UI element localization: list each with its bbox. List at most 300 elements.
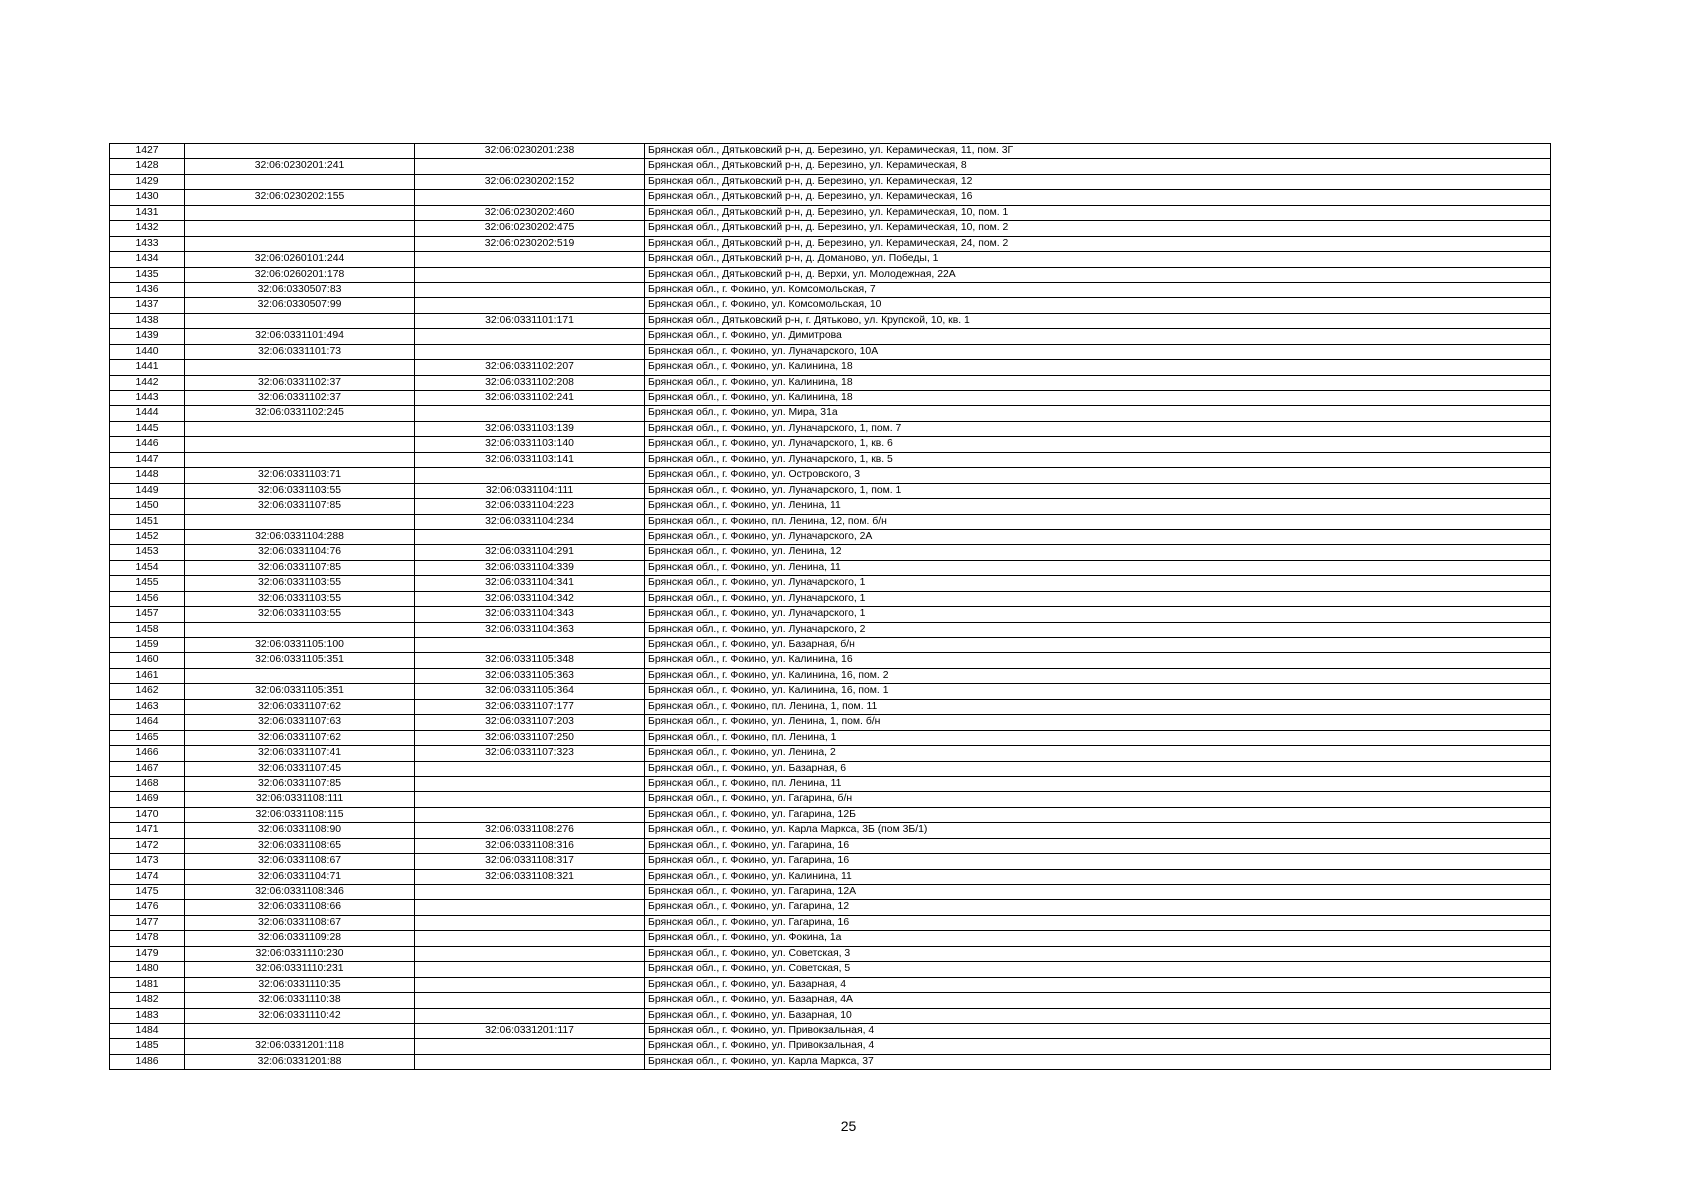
table-row xyxy=(110,282,1551,297)
building-cadastral-number-cell: 32:06:0331108:317 xyxy=(415,854,645,869)
address-cell: Брянская обл., г. Фокино, ул. Базарная, 4А xyxy=(645,993,1551,1008)
row-number-cell: 1486 xyxy=(110,1054,185,1069)
land-cadastral-number-cell: 32:06:0331104:76 xyxy=(185,545,415,560)
table-row xyxy=(110,900,1551,915)
address-cell: Брянская обл., г. Фокино, ул. Калинина, 16, пом. 1 xyxy=(645,684,1551,699)
table-row xyxy=(110,560,1551,575)
table-row xyxy=(110,1008,1551,1023)
address-cell: Брянская обл., г. Фокино, пл. Ленина, 11 xyxy=(645,776,1551,791)
address-cell: Брянская обл., г. Фокино, ул. Ленина, 11 xyxy=(645,560,1551,575)
property-registry-table xyxy=(109,143,1551,1070)
building-cadastral-number-cell: 32:06:0331105:363 xyxy=(415,668,645,683)
building-cadastral-number-cell: 32:06:0331107:177 xyxy=(415,699,645,714)
address-cell: Брянская обл., Дятьковский р-н, г. Дятьково, ул. Крупской, 10, кв. 1 xyxy=(645,313,1551,328)
table-row xyxy=(110,622,1551,637)
row-number-cell: 1471 xyxy=(110,823,185,838)
address-cell: Брянская обл., Дятьковский р-н, д. Березино, ул. Керамическая, 10, пом. 2 xyxy=(645,221,1551,236)
address-cell: Брянская обл., г. Фокино, ул. Луначарского, 2А xyxy=(645,529,1551,544)
table-row xyxy=(110,159,1551,174)
row-number-cell: 1429 xyxy=(110,174,185,189)
address-cell: Брянская обл., Дятьковский р-н, д. Верхи, ул. Молодежная, 22А xyxy=(645,267,1551,282)
address-cell: Брянская обл., г. Фокино, пл. Ленина, 12, пом. б/н xyxy=(645,514,1551,529)
building-cadastral-number-cell: 32:06:0331107:203 xyxy=(415,715,645,730)
land-cadastral-number-cell: 32:06:0331103:55 xyxy=(185,591,415,606)
land-cadastral-number-cell: 32:06:0331108:67 xyxy=(185,854,415,869)
address-cell: Брянская обл., г. Фокино, ул. Луначарского, 1, кв. 6 xyxy=(645,437,1551,452)
land-cadastral-number-cell: 32:06:0331108:115 xyxy=(185,807,415,822)
table-row xyxy=(110,730,1551,745)
building-cadastral-number-cell xyxy=(415,267,645,282)
row-number-cell: 1443 xyxy=(110,391,185,406)
row-number-cell: 1475 xyxy=(110,885,185,900)
land-cadastral-number-cell: 32:06:0331108:66 xyxy=(185,900,415,915)
table-row xyxy=(110,699,1551,714)
building-cadastral-number-cell xyxy=(415,931,645,946)
address-cell: Брянская обл., г. Фокино, ул. Ленина, 12 xyxy=(645,545,1551,560)
building-cadastral-number-cell: 32:06:0331104:291 xyxy=(415,545,645,560)
building-cadastral-number-cell xyxy=(415,329,645,344)
table-row xyxy=(110,499,1551,514)
building-cadastral-number-cell xyxy=(415,298,645,313)
table-row xyxy=(110,977,1551,992)
row-number-cell: 1469 xyxy=(110,792,185,807)
building-cadastral-number-cell: 32:06:0331104:339 xyxy=(415,560,645,575)
table-row xyxy=(110,298,1551,313)
building-cadastral-number-cell xyxy=(415,885,645,900)
address-cell: Брянская обл., г. Фокино, ул. Островского, 3 xyxy=(645,468,1551,483)
address-cell: Брянская обл., г. Фокино, ул. Луначарского, 1 xyxy=(645,607,1551,622)
address-cell: Брянская обл., г. Фокино, ул. Гагарина, 12А xyxy=(645,885,1551,900)
table-row xyxy=(110,653,1551,668)
row-number-cell: 1439 xyxy=(110,329,185,344)
building-cadastral-number-cell: 32:06:0331105:364 xyxy=(415,684,645,699)
table-row xyxy=(110,483,1551,498)
row-number-cell: 1479 xyxy=(110,946,185,961)
table-row xyxy=(110,391,1551,406)
address-cell: Брянская обл., Дятьковский р-н, д. Березино, ул. Керамическая, 8 xyxy=(645,159,1551,174)
building-cadastral-number-cell: 32:06:0331102:241 xyxy=(415,391,645,406)
table-row xyxy=(110,885,1551,900)
building-cadastral-number-cell xyxy=(415,962,645,977)
table-row xyxy=(110,638,1551,653)
table-row xyxy=(110,854,1551,869)
land-cadastral-number-cell: 32:06:0331102:37 xyxy=(185,391,415,406)
address-cell: Брянская обл., г. Фокино, ул. Луначарского, 1, кв. 5 xyxy=(645,452,1551,467)
building-cadastral-number-cell: 32:06:0331107:250 xyxy=(415,730,645,745)
table-row xyxy=(110,375,1551,390)
land-cadastral-number-cell: 32:06:0331104:71 xyxy=(185,869,415,884)
building-cadastral-number-cell: 32:06:0331103:139 xyxy=(415,421,645,436)
land-cadastral-number-cell: 32:06:0331107:85 xyxy=(185,499,415,514)
address-cell: Брянская обл., г. Фокино, ул. Гагарина, б/н xyxy=(645,792,1551,807)
row-number-cell: 1456 xyxy=(110,591,185,606)
land-cadastral-number-cell: 32:06:0331102:245 xyxy=(185,406,415,421)
table-row xyxy=(110,144,1551,159)
row-number-cell: 1432 xyxy=(110,221,185,236)
table-row xyxy=(110,468,1551,483)
table-row xyxy=(110,1023,1551,1038)
row-number-cell: 1452 xyxy=(110,529,185,544)
building-cadastral-number-cell: 32:06:0331102:207 xyxy=(415,360,645,375)
table-row xyxy=(110,792,1551,807)
row-number-cell: 1445 xyxy=(110,421,185,436)
land-cadastral-number-cell xyxy=(185,236,415,251)
building-cadastral-number-cell xyxy=(415,993,645,1008)
row-number-cell: 1455 xyxy=(110,576,185,591)
land-cadastral-number-cell xyxy=(185,174,415,189)
address-cell: Брянская обл., г. Фокино, ул. Гагарина, 12Б xyxy=(645,807,1551,822)
address-cell: Брянская обл., г. Фокино, ул. Гагарина, 16 xyxy=(645,838,1551,853)
land-cadastral-number-cell: 32:06:0331103:55 xyxy=(185,576,415,591)
row-number-cell: 1485 xyxy=(110,1039,185,1054)
land-cadastral-number-cell: 32:06:0331107:45 xyxy=(185,761,415,776)
building-cadastral-number-cell: 32:06:0331104:234 xyxy=(415,514,645,529)
table-row xyxy=(110,823,1551,838)
building-cadastral-number-cell xyxy=(415,900,645,915)
building-cadastral-number-cell xyxy=(415,1054,645,1069)
land-cadastral-number-cell: 32:06:0260201:178 xyxy=(185,267,415,282)
building-cadastral-number-cell xyxy=(415,638,645,653)
address-cell: Брянская обл., г. Фокино, ул. Калинина, 16 xyxy=(645,653,1551,668)
land-cadastral-number-cell: 32:06:0331107:41 xyxy=(185,746,415,761)
land-cadastral-number-cell xyxy=(185,221,415,236)
address-cell: Брянская обл., г. Фокино, пл. Ленина, 1, пом. 11 xyxy=(645,699,1551,714)
building-cadastral-number-cell: 32:06:0331103:140 xyxy=(415,437,645,452)
land-cadastral-number-cell: 32:06:0331101:494 xyxy=(185,329,415,344)
address-cell: Брянская обл., г. Фокино, ул. Ленина, 1, пом. б/н xyxy=(645,715,1551,730)
land-cadastral-number-cell: 32:06:0331108:111 xyxy=(185,792,415,807)
building-cadastral-number-cell: 32:06:0230202:519 xyxy=(415,236,645,251)
building-cadastral-number-cell xyxy=(415,807,645,822)
land-cadastral-number-cell: 32:06:0331107:85 xyxy=(185,776,415,791)
address-cell: Брянская обл., г. Фокино, ул. Фокина, 1а xyxy=(645,931,1551,946)
land-cadastral-number-cell: 32:06:0230202:155 xyxy=(185,190,415,205)
row-number-cell: 1433 xyxy=(110,236,185,251)
address-cell: Брянская обл., г. Фокино, ул. Базарная, 4 xyxy=(645,977,1551,992)
table-row xyxy=(110,962,1551,977)
address-cell: Брянская обл., г. Фокино, ул. Карла Маркса, 37 xyxy=(645,1054,1551,1069)
row-number-cell: 1480 xyxy=(110,962,185,977)
building-cadastral-number-cell xyxy=(415,1008,645,1023)
building-cadastral-number-cell: 32:06:0230202:460 xyxy=(415,205,645,220)
table-row xyxy=(110,452,1551,467)
row-number-cell: 1449 xyxy=(110,483,185,498)
land-cadastral-number-cell xyxy=(185,622,415,637)
land-cadastral-number-cell: 32:06:0331105:351 xyxy=(185,684,415,699)
row-number-cell: 1477 xyxy=(110,915,185,930)
building-cadastral-number-cell: 32:06:0331104:363 xyxy=(415,622,645,637)
table-row xyxy=(110,776,1551,791)
table-row xyxy=(110,931,1551,946)
row-number-cell: 1454 xyxy=(110,560,185,575)
row-number-cell: 1441 xyxy=(110,360,185,375)
land-cadastral-number-cell: 32:06:0331107:62 xyxy=(185,730,415,745)
land-cadastral-number-cell: 32:06:0331108:67 xyxy=(185,915,415,930)
land-cadastral-number-cell: 32:06:0331101:73 xyxy=(185,344,415,359)
row-number-cell: 1482 xyxy=(110,993,185,1008)
address-cell: Брянская обл., г. Фокино, ул. Гагарина, 16 xyxy=(645,915,1551,930)
table-row xyxy=(110,190,1551,205)
row-number-cell: 1484 xyxy=(110,1023,185,1038)
address-cell: Брянская обл., г. Фокино, ул. Калинина, 18 xyxy=(645,375,1551,390)
land-cadastral-number-cell: 32:06:0331201:88 xyxy=(185,1054,415,1069)
table-row xyxy=(110,684,1551,699)
address-cell: Брянская обл., г. Фокино, ул. Гагарина, 16 xyxy=(645,854,1551,869)
row-number-cell: 1431 xyxy=(110,205,185,220)
table-row xyxy=(110,807,1551,822)
building-cadastral-number-cell xyxy=(415,977,645,992)
address-cell: Брянская обл., г. Фокино, ул. Луначарского, 1 xyxy=(645,591,1551,606)
address-cell: Брянская обл., г. Фокино, ул. Советская, 5 xyxy=(645,962,1551,977)
table-row xyxy=(110,761,1551,776)
row-number-cell: 1453 xyxy=(110,545,185,560)
table-row xyxy=(110,1054,1551,1069)
row-number-cell: 1463 xyxy=(110,699,185,714)
address-cell: Брянская обл., г. Фокино, ул. Калинина, 18 xyxy=(645,391,1551,406)
row-number-cell: 1427 xyxy=(110,144,185,159)
table-row xyxy=(110,252,1551,267)
address-cell: Брянская обл., г. Фокино, ул. Калинина, 11 xyxy=(645,869,1551,884)
building-cadastral-number-cell xyxy=(415,776,645,791)
land-cadastral-number-cell xyxy=(185,1023,415,1038)
row-number-cell: 1447 xyxy=(110,452,185,467)
land-cadastral-number-cell xyxy=(185,205,415,220)
address-cell: Брянская обл., г. Фокино, ул. Комсомольская, 10 xyxy=(645,298,1551,313)
table-row xyxy=(110,174,1551,189)
row-number-cell: 1448 xyxy=(110,468,185,483)
table-row xyxy=(110,529,1551,544)
address-cell: Брянская обл., г. Фокино, ул. Базарная, 10 xyxy=(645,1008,1551,1023)
land-cadastral-number-cell xyxy=(185,144,415,159)
land-cadastral-number-cell: 32:06:0331107:62 xyxy=(185,699,415,714)
land-cadastral-number-cell: 32:06:0330507:99 xyxy=(185,298,415,313)
land-cadastral-number-cell: 32:06:0331107:63 xyxy=(185,715,415,730)
table-row xyxy=(110,236,1551,251)
land-cadastral-number-cell: 32:06:0331108:65 xyxy=(185,838,415,853)
land-cadastral-number-cell xyxy=(185,514,415,529)
land-cadastral-number-cell: 32:06:0331104:288 xyxy=(185,529,415,544)
address-cell: Брянская обл., г. Фокино, ул. Карла Маркса, 3Б (пом 3Б/1) xyxy=(645,823,1551,838)
address-cell: Брянская обл., г. Фокино, ул. Ленина, 11 xyxy=(645,499,1551,514)
table-row xyxy=(110,437,1551,452)
row-number-cell: 1446 xyxy=(110,437,185,452)
land-cadastral-number-cell: 32:06:0230201:241 xyxy=(185,159,415,174)
building-cadastral-number-cell xyxy=(415,529,645,544)
address-cell: Брянская обл., г. Фокино, ул. Гагарина, 12 xyxy=(645,900,1551,915)
building-cadastral-number-cell: 32:06:0230201:238 xyxy=(415,144,645,159)
row-number-cell: 1451 xyxy=(110,514,185,529)
table-row xyxy=(110,668,1551,683)
row-number-cell: 1472 xyxy=(110,838,185,853)
table-row xyxy=(110,329,1551,344)
row-number-cell: 1462 xyxy=(110,684,185,699)
row-number-cell: 1440 xyxy=(110,344,185,359)
building-cadastral-number-cell: 32:06:0331102:208 xyxy=(415,375,645,390)
row-number-cell: 1450 xyxy=(110,499,185,514)
building-cadastral-number-cell: 32:06:0331104:343 xyxy=(415,607,645,622)
address-cell: Брянская обл., г. Фокино, ул. Базарная, б/н xyxy=(645,638,1551,653)
table-row xyxy=(110,746,1551,761)
land-cadastral-number-cell xyxy=(185,313,415,328)
row-number-cell: 1458 xyxy=(110,622,185,637)
building-cadastral-number-cell: 32:06:0331108:316 xyxy=(415,838,645,853)
address-cell: Брянская обл., г. Фокино, ул. Луначарского, 2 xyxy=(645,622,1551,637)
building-cadastral-number-cell: 32:06:0230202:475 xyxy=(415,221,645,236)
table-row xyxy=(110,576,1551,591)
building-cadastral-number-cell: 32:06:0331107:323 xyxy=(415,746,645,761)
building-cadastral-number-cell xyxy=(415,468,645,483)
table-row xyxy=(110,607,1551,622)
building-cadastral-number-cell: 32:06:0331104:342 xyxy=(415,591,645,606)
table-row xyxy=(110,313,1551,328)
land-cadastral-number-cell: 32:06:0331103:55 xyxy=(185,483,415,498)
building-cadastral-number-cell xyxy=(415,282,645,297)
building-cadastral-number-cell: 32:06:0331104:223 xyxy=(415,499,645,514)
land-cadastral-number-cell: 32:06:0331103:55 xyxy=(185,607,415,622)
table-row xyxy=(110,993,1551,1008)
address-cell: Брянская обл., г. Фокино, ул. Луначарского, 1, пом. 7 xyxy=(645,421,1551,436)
address-cell: Брянская обл., г. Фокино, ул. Мира, 31а xyxy=(645,406,1551,421)
row-number-cell: 1460 xyxy=(110,653,185,668)
building-cadastral-number-cell xyxy=(415,761,645,776)
row-number-cell: 1461 xyxy=(110,668,185,683)
table-row xyxy=(110,360,1551,375)
table-row xyxy=(110,514,1551,529)
address-cell: Брянская обл., г. Фокино, ул. Комсомольская, 7 xyxy=(645,282,1551,297)
address-cell: Брянская обл., г. Фокино, ул. Базарная, 6 xyxy=(645,761,1551,776)
address-cell: Брянская обл., г. Фокино, пл. Ленина, 1 xyxy=(645,730,1551,745)
row-number-cell: 1444 xyxy=(110,406,185,421)
table-row xyxy=(110,591,1551,606)
building-cadastral-number-cell: 32:06:0331101:171 xyxy=(415,313,645,328)
row-number-cell: 1457 xyxy=(110,607,185,622)
row-number-cell: 1428 xyxy=(110,159,185,174)
row-number-cell: 1478 xyxy=(110,931,185,946)
address-cell: Брянская обл., Дятьковский р-н, д. Березино, ул. Керамическая, 16 xyxy=(645,190,1551,205)
address-cell: Брянская обл., г. Фокино, ул. Советская, 3 xyxy=(645,946,1551,961)
table-row xyxy=(110,715,1551,730)
land-cadastral-number-cell: 32:06:0331110:42 xyxy=(185,1008,415,1023)
land-cadastral-number-cell: 32:06:0331108:90 xyxy=(185,823,415,838)
table-row xyxy=(110,421,1551,436)
table-row xyxy=(110,267,1551,282)
building-cadastral-number-cell xyxy=(415,915,645,930)
land-cadastral-number-cell xyxy=(185,437,415,452)
row-number-cell: 1459 xyxy=(110,638,185,653)
table-row xyxy=(110,946,1551,961)
page-number: 25 xyxy=(840,1118,857,1134)
address-cell: Брянская обл., г. Фокино, ул. Калинина, 18 xyxy=(645,360,1551,375)
building-cadastral-number-cell: 32:06:0331105:348 xyxy=(415,653,645,668)
land-cadastral-number-cell: 32:06:0330507:83 xyxy=(185,282,415,297)
building-cadastral-number-cell xyxy=(415,252,645,267)
address-cell: Брянская обл., г. Фокино, ул. Луначарского, 1 xyxy=(645,576,1551,591)
land-cadastral-number-cell: 32:06:0331110:38 xyxy=(185,993,415,1008)
land-cadastral-number-cell: 32:06:0331108:346 xyxy=(185,885,415,900)
address-cell: Брянская обл., Дятьковский р-н, д. Березино, ул. Керамическая, 10, пом. 1 xyxy=(645,205,1551,220)
land-cadastral-number-cell xyxy=(185,452,415,467)
row-number-cell: 1466 xyxy=(110,746,185,761)
address-cell: Брянская обл., Дятьковский р-н, д. Доманово, ул. Победы, 1 xyxy=(645,252,1551,267)
row-number-cell: 1483 xyxy=(110,1008,185,1023)
row-number-cell: 1481 xyxy=(110,977,185,992)
land-cadastral-number-cell xyxy=(185,668,415,683)
table-row xyxy=(110,344,1551,359)
land-cadastral-number-cell: 32:06:0331110:35 xyxy=(185,977,415,992)
row-number-cell: 1434 xyxy=(110,252,185,267)
building-cadastral-number-cell xyxy=(415,792,645,807)
address-cell: Брянская обл., г. Фокино, ул. Луначарского, 1, пом. 1 xyxy=(645,483,1551,498)
address-cell: Брянская обл., г. Фокино, ул. Привокзальная, 4 xyxy=(645,1023,1551,1038)
building-cadastral-number-cell xyxy=(415,344,645,359)
building-cadastral-number-cell xyxy=(415,190,645,205)
address-cell: Брянская обл., Дятьковский р-н, д. Березино, ул. Керамическая, 11, пом. 3Г xyxy=(645,144,1551,159)
address-cell: Брянская обл., г. Фокино, ул. Привокзальная, 4 xyxy=(645,1039,1551,1054)
table-row xyxy=(110,545,1551,560)
table-row xyxy=(110,406,1551,421)
land-cadastral-number-cell: 32:06:0331109:28 xyxy=(185,931,415,946)
land-cadastral-number-cell: 32:06:0331102:37 xyxy=(185,375,415,390)
address-cell: Брянская обл., г. Фокино, ул. Луначарского, 10А xyxy=(645,344,1551,359)
building-cadastral-number-cell xyxy=(415,1039,645,1054)
row-number-cell: 1476 xyxy=(110,900,185,915)
row-number-cell: 1473 xyxy=(110,854,185,869)
building-cadastral-number-cell xyxy=(415,159,645,174)
row-number-cell: 1436 xyxy=(110,282,185,297)
address-cell: Брянская обл., г. Фокино, ул. Калинина, 16, пом. 2 xyxy=(645,668,1551,683)
building-cadastral-number-cell: 32:06:0331108:276 xyxy=(415,823,645,838)
row-number-cell: 1430 xyxy=(110,190,185,205)
building-cadastral-number-cell xyxy=(415,946,645,961)
land-cadastral-number-cell: 32:06:0331107:85 xyxy=(185,560,415,575)
table-row xyxy=(110,205,1551,220)
address-cell: Брянская обл., г. Фокино, ул. Димитрова xyxy=(645,329,1551,344)
building-cadastral-number-cell xyxy=(415,406,645,421)
table-row xyxy=(110,915,1551,930)
row-number-cell: 1465 xyxy=(110,730,185,745)
building-cadastral-number-cell: 32:06:0230202:152 xyxy=(415,174,645,189)
land-cadastral-number-cell xyxy=(185,360,415,375)
table-row xyxy=(110,869,1551,884)
building-cadastral-number-cell: 32:06:0331104:111 xyxy=(415,483,645,498)
address-cell: Брянская обл., Дятьковский р-н, д. Березино, ул. Керамическая, 12 xyxy=(645,174,1551,189)
building-cadastral-number-cell: 32:06:0331108:321 xyxy=(415,869,645,884)
row-number-cell: 1437 xyxy=(110,298,185,313)
land-cadastral-number-cell: 32:06:0260101:244 xyxy=(185,252,415,267)
land-cadastral-number-cell: 32:06:0331110:231 xyxy=(185,962,415,977)
land-cadastral-number-cell: 32:06:0331201:118 xyxy=(185,1039,415,1054)
land-cadastral-number-cell: 32:06:0331105:351 xyxy=(185,653,415,668)
row-number-cell: 1470 xyxy=(110,807,185,822)
row-number-cell: 1468 xyxy=(110,776,185,791)
registry-table-body xyxy=(110,144,1551,1070)
land-cadastral-number-cell: 32:06:0331103:71 xyxy=(185,468,415,483)
building-cadastral-number-cell: 32:06:0331103:141 xyxy=(415,452,645,467)
row-number-cell: 1435 xyxy=(110,267,185,282)
address-cell: Брянская обл., г. Фокино, ул. Ленина, 2 xyxy=(645,746,1551,761)
row-number-cell: 1467 xyxy=(110,761,185,776)
row-number-cell: 1438 xyxy=(110,313,185,328)
table-row xyxy=(110,221,1551,236)
land-cadastral-number-cell: 32:06:0331105:100 xyxy=(185,638,415,653)
land-cadastral-number-cell: 32:06:0331110:230 xyxy=(185,946,415,961)
building-cadastral-number-cell: 32:06:0331104:341 xyxy=(415,576,645,591)
building-cadastral-number-cell: 32:06:0331201:117 xyxy=(415,1023,645,1038)
table-row xyxy=(110,1039,1551,1054)
table-row xyxy=(110,838,1551,853)
address-cell: Брянская обл., Дятьковский р-н, д. Березино, ул. Керамическая, 24, пом. 2 xyxy=(645,236,1551,251)
row-number-cell: 1464 xyxy=(110,715,185,730)
